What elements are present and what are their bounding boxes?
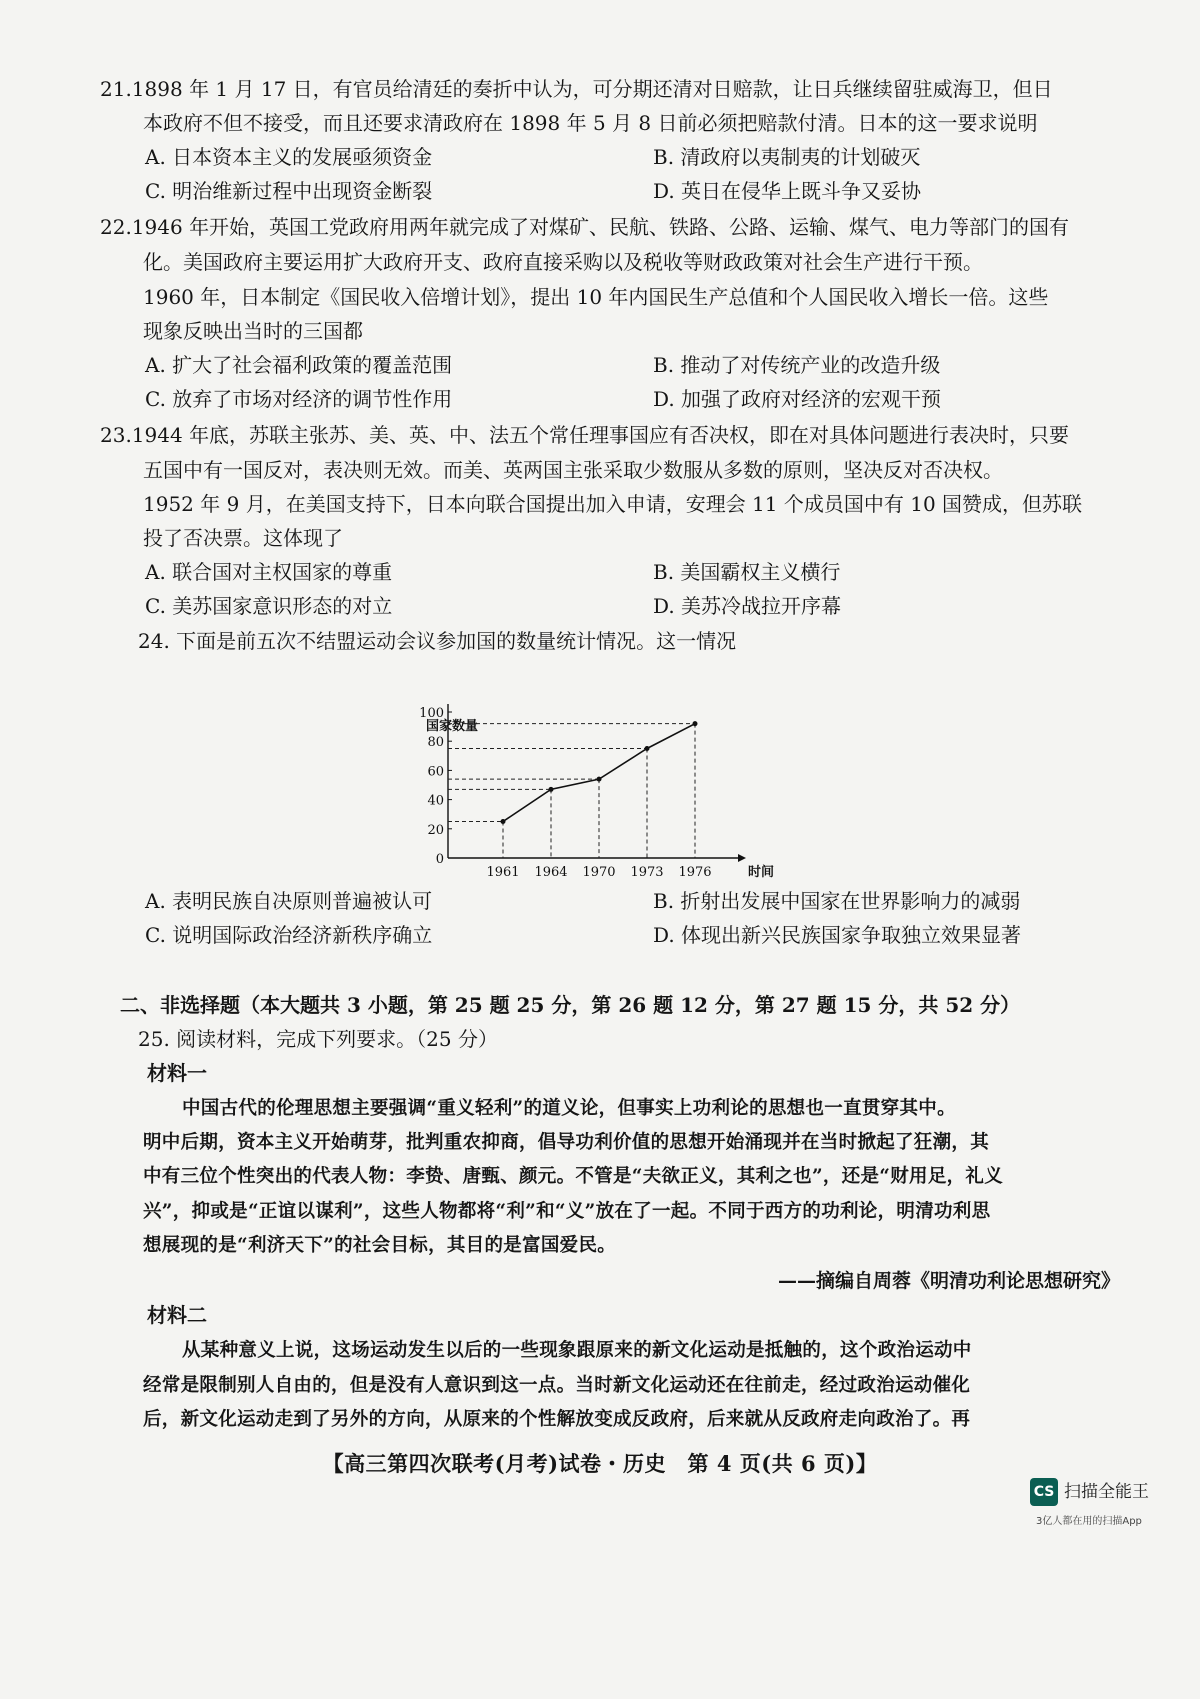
- x-axis-arrow-icon: [738, 854, 746, 862]
- material-1-line5: 想展现的是“利济天下”的社会目标，其目的是富国爱民。: [143, 1235, 617, 1256]
- q21-stem-line2: 本政府不但不接受，而且还要求清政府在 1898 年 5 月 8 日前必须把赔款付清。日本的这一要求说明: [143, 111, 1038, 135]
- y-tick-label: 100: [419, 706, 444, 721]
- q23-stem-line3: 1952 年 9 月，在美国支持下，日本向联合国提出加入申请，安理会 11 个成员国中有 10 国赞成，但苏联: [143, 492, 1083, 516]
- q24-stem: 24. 下面是前五次不结盟运动会议参加国的数量统计情况。这一情况: [138, 629, 737, 653]
- y-tick-label: 20: [427, 822, 444, 838]
- y-tick-label: 40: [427, 793, 444, 809]
- q23-option-b: B. 美国霸权主义横行: [653, 560, 841, 584]
- q22-stem-line4: 现象反映出当时的三国都: [143, 319, 363, 343]
- q21-option-a: A. 日本资本主义的发展亟须资金: [145, 145, 433, 169]
- y-tick-label: 60: [427, 764, 444, 780]
- q21-option-b: B. 清政府以夷制夷的计划破灭: [653, 145, 921, 169]
- data-point: [645, 746, 650, 751]
- material-1-line3: 中有三位个性突出的代表人物：李贽、唐甄、颜元。不管是“夫欲正义，其利之也”，还是“财用足，礼义: [143, 1166, 1004, 1187]
- q24-option-c: C. 说明国际政治经济新秩序确立: [145, 923, 433, 947]
- material-1-line2: 明中后期，资本主义开始萌芽，批判重农抑商，倡导功利价值的思想开始涌现并在当时掀起了狂潮，其: [143, 1132, 990, 1153]
- data-point: [501, 819, 506, 824]
- q22-option-b: B. 推动了对传统产业的改造升级: [653, 353, 941, 377]
- x-tick-label: 1961: [486, 865, 520, 880]
- q23-option-d: D. 美苏冷战拉开序幕: [653, 594, 842, 618]
- q24-option-a: A. 表明民族自决原则普遍被认可: [145, 889, 433, 913]
- x-tick-label: 1970: [582, 865, 616, 880]
- y-tick-label: 80: [427, 735, 444, 751]
- y-tick-label: 0: [435, 852, 444, 867]
- scanner-app-name: 扫描全能王: [1064, 1482, 1149, 1502]
- section-2-heading: 二、非选择题（本大题共 3 小题，第 25 题 25 分，第 26 题 12 分，第 27 题 15 分，共 52 分）: [120, 993, 1021, 1017]
- scanner-watermark: [1030, 1476, 1180, 1534]
- q24-option-d: D. 体现出新兴民族国家争取独立效果显著: [653, 923, 1022, 947]
- page-footer: 【高三第四次联考(月考)试卷・历史 第 4 页(共 6 页)】: [322, 1451, 878, 1476]
- scanner-app-tagline: 3亿人都在用的扫描App: [1036, 1516, 1142, 1527]
- q22-option-c: C. 放弃了市场对经济的调节性作用: [145, 387, 453, 411]
- material-2-line2: 经常是限制别人自由的，但是没有人意识到这一点。当时新文化运动还在往前走，经过政治运动催化: [143, 1375, 971, 1396]
- material-2-line3: 后，新文化运动走到了另外的方向，从原来的个性解放变成反政府，后来就从反政府走向政治了。再: [143, 1409, 971, 1430]
- data-point: [597, 777, 602, 782]
- q21-option-d: D. 英日在侵华上既斗争又妥协: [653, 179, 922, 203]
- series-line: [503, 724, 695, 822]
- material-1-source: ——摘编自周蓉《明清功利论思想研究》: [777, 1270, 1120, 1292]
- material-1-line4: 兴”，抑或是“正谊以谋利”，这些人物都将“利”和“义”放在了一起。不同于西方的功利论，明清功利思: [143, 1201, 991, 1222]
- q25-stem: 25. 阅读材料，完成下列要求。（25 分）: [138, 1027, 498, 1051]
- q21-option-c: C. 明治维新过程中出现资金断裂: [145, 179, 433, 203]
- y-axis-label: 国家数量: [426, 719, 479, 734]
- x-axis-label: 时间: [748, 865, 775, 880]
- data-point: [693, 721, 698, 726]
- q23-stem-line4: 投了否决票。这体现了: [143, 526, 343, 550]
- q22-stem-line1: 22.1946 年开始，英国工党政府用两年就完成了对煤矿、民航、铁路、公路、运输、煤气、电力等部门的国有: [100, 215, 1070, 239]
- x-tick-label: 1964: [534, 865, 568, 880]
- q22-option-d: D. 加强了政府对经济的宏观干预: [653, 387, 942, 411]
- q24-option-b: B. 折射出发展中国家在世界影响力的减弱: [653, 889, 1021, 913]
- q23-option-a: A. 联合国对主权国家的尊重: [145, 560, 393, 584]
- x-tick-label: 1976: [678, 865, 712, 880]
- cs-logo-icon: CS: [1030, 1478, 1058, 1506]
- data-point: [549, 787, 554, 792]
- x-tick-label: 1973: [630, 865, 664, 880]
- q22-stem-line3: 1960 年，日本制定《国民收入倍增计划》，提出 10 年内国民生产总值和个人国民收入增长一倍。这些: [143, 285, 1049, 309]
- material-2-title: 材料二: [147, 1303, 207, 1327]
- q23-stem-line1: 23.1944 年底，苏联主张苏、美、英、中、法五个常任理事国应有否决权，即在对具体问题进行表决时，只要: [100, 423, 1070, 447]
- q21-stem-line1: 21.1898 年 1 月 17 日，有官员给清廷的奏折中认为，可分期还清对日赔款，让日兵继续留驻威海卫，但日: [100, 77, 1053, 101]
- q22-stem-line2: 化。美国政府主要运用扩大政府开支、政府直接采购以及税收等财政政策对社会生产进行干预。: [143, 250, 983, 274]
- material-1-line1: 中国古代的伦理思想主要强调“重义轻利”的道义论，但事实上功利论的思想也一直贯穿其中。: [182, 1098, 956, 1119]
- material-1-title: 材料一: [147, 1061, 207, 1085]
- material-2-line1: 从某种意义上说，这场运动发生以后的一些现象跟原来的新文化运动是抵触的，这个政治运动中: [182, 1340, 972, 1361]
- q23-option-c: C. 美苏国家意识形态的对立: [145, 594, 393, 618]
- q23-stem-line2: 五国中有一国反对，表决则无效。而美、英两国主张采取少数服从多数的原则，坚决反对否决权。: [143, 458, 1003, 482]
- q22-option-a: A. 扩大了社会福利政策的覆盖范围: [145, 353, 453, 377]
